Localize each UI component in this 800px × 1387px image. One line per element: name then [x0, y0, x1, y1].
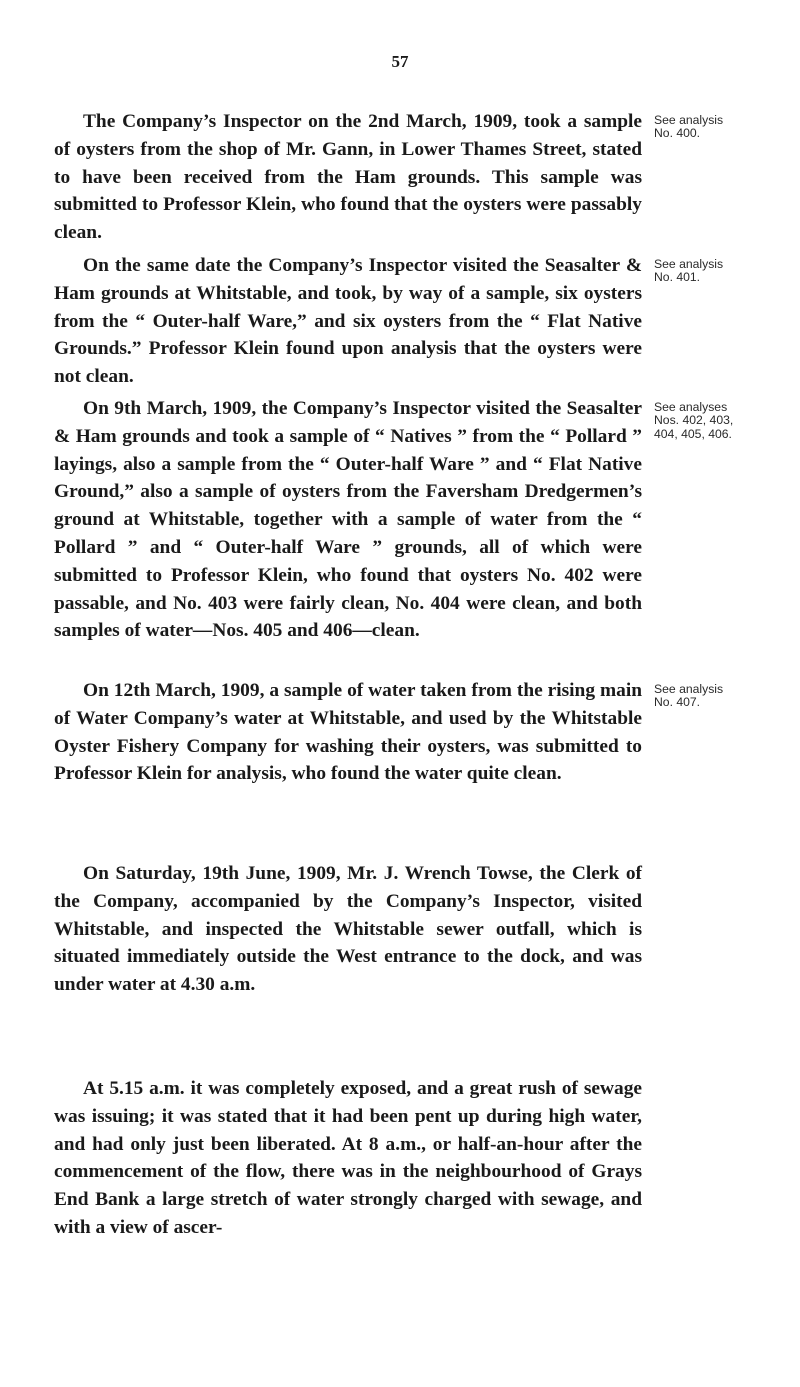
- paragraph-3-text: On 9th March, 1909, the Company’s Inspector visited the Seasalter & Ham grounds and took a sample of “ Natives ” from the “ Pollard ” layings, also a sample from the “ Outer-half Ware ” and “ Flat Native Ground,” also a sample of oysters from the Faversham Dredgermen’s ground at Whitstable, together with a sample of water from the “ Pollard ” and “ Outer-half Ware ” grounds, all of which were submitted to Professor Klein, who found that oysters No. 402 were passable, and No. 403 were fairly clean, No. 404 were clean, and both samples of water—Nos. 405 and 406—clean.: [54, 398, 642, 642]
- margin-note-4-line-2: No. 407.: [654, 695, 701, 710]
- margin-note-3-line-1: See analyses: [654, 400, 728, 414]
- paragraph-4: [54, 677, 642, 788]
- margin-note-3-line-2: Nos. 402, 403,: [654, 413, 734, 428]
- margin-note-4-line-1: See analysis: [654, 682, 724, 696]
- margin-note-2: [654, 258, 798, 285]
- margin-note-2-line-1: See analysis: [654, 257, 724, 271]
- paragraph-5: [54, 860, 642, 999]
- margin-note-2-line-2: No. 401.: [654, 270, 701, 285]
- margin-note-1: [654, 114, 798, 141]
- paragraph-6: [54, 1075, 642, 1242]
- page-number: 57: [391, 52, 409, 71]
- margin-note-3: [654, 401, 798, 441]
- paragraph-3: [54, 395, 642, 645]
- paragraph-4-text: On 12th March, 1909, a sample of water taken from the rising main of Water Company’s water at Whitstable, and used by the Whitstable Oyster Fishery Company for washing their oysters, was submitted to Professor Klein for analysis, who found the water quite clean.: [54, 680, 642, 785]
- margin-note-4: [654, 683, 798, 710]
- margin-note-3-line-3: 404, 405, 406.: [654, 426, 732, 441]
- paragraph-5-text: On Saturday, 19th June, 1909, Mr. J. Wrench Towse, the Clerk of the Company, accompanied by the Company’s Inspector, visited Whitstable, and inspected the Whitstable sewer outfall, which is situated immediately outside the West entrance to the dock, and was under water at 4.30 a.m.: [54, 863, 642, 996]
- paragraph-1-text: The Company’s Inspector on the 2nd March, 1909, took a sample of oysters from the shop of Mr. Gann, in Lower Thames Street, stated to have been received from the Ham grounds. This sample was submitted to Professor Klein, who found that the oysters were passably clean.: [54, 111, 642, 244]
- paragraph-1: [54, 108, 642, 247]
- margin-note-1-line-1: See analysis: [654, 113, 724, 127]
- paragraph-2: [54, 252, 642, 391]
- paragraph-2-text: On the same date the Company’s Inspector visited the Seasalter & Ham grounds at Whitstable, and took, by way of a sample, six oysters from the “ Outer-half Ware,” and six oysters from the “ Flat Native Grounds.” Professor Klein found upon analysis that the oysters were not clean.: [54, 255, 642, 388]
- paragraph-6-text: At 5.15 a.m. it was completely exposed, and a great rush of sewage was issuing; it was stated that it had been pent up during high water, and had only just been liberated. At 8 a.m., or half-an-hour after the commencement of the flow, there was in the neighbourhood of Grays End Bank a large stretch of water strongly charged with sewage, and with a view of ascer-: [54, 1078, 642, 1238]
- margin-note-1-line-2: No. 400.: [654, 126, 701, 141]
